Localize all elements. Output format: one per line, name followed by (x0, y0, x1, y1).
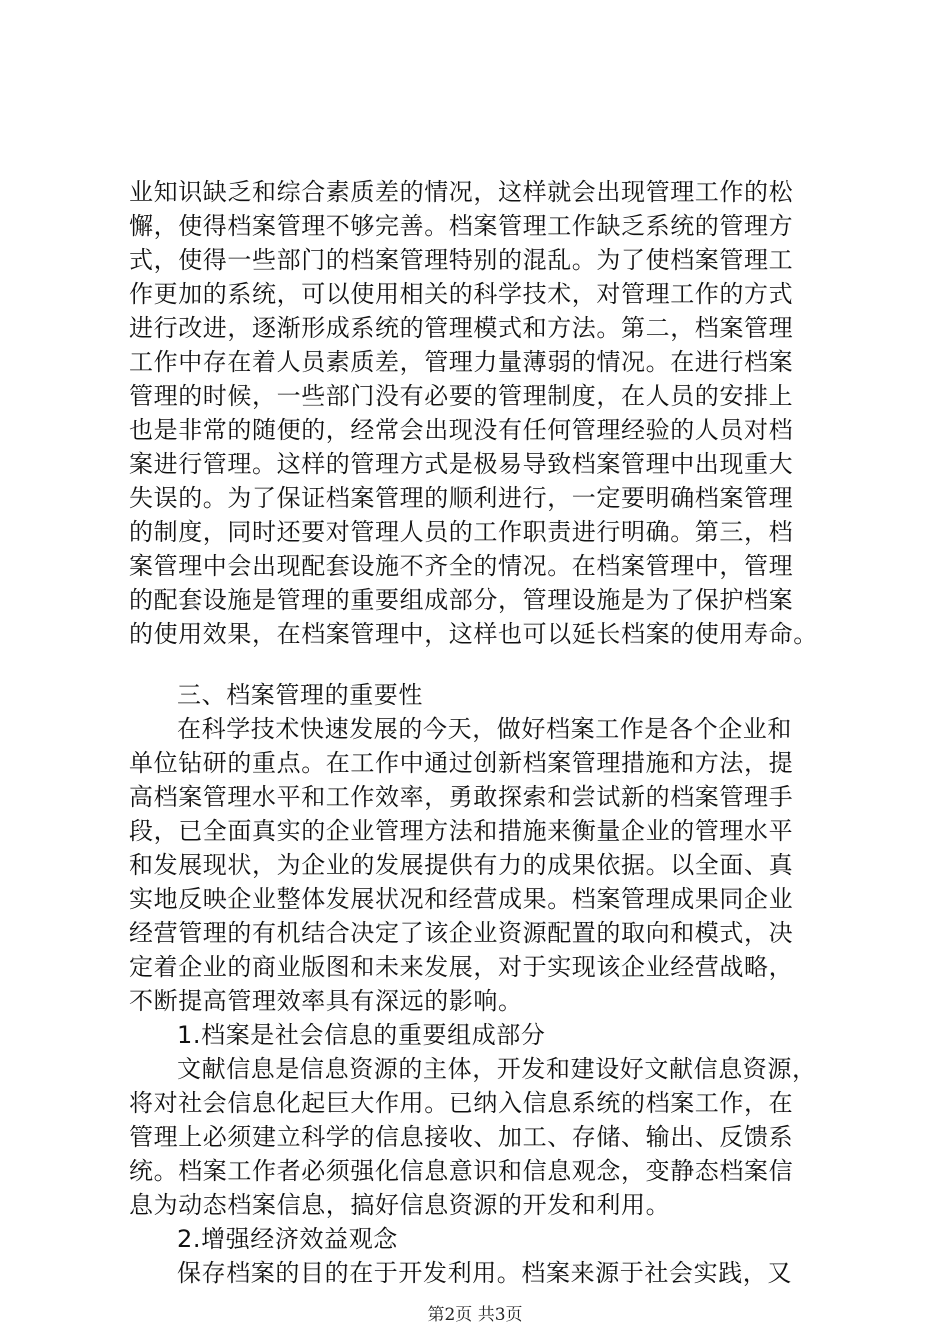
paragraph-line: 经营管理的有机结合决定了该企业资源配置的取向和模式，决 (129, 919, 794, 947)
paragraph-line: 高档案管理水平和工作效率，勇敢探索和尝试新的档案管理手 (129, 783, 794, 811)
subsection-number: 1. (177, 1021, 202, 1049)
paragraph-line: 段，已全面真实的企业管理方法和措施来衡量企业的管理水平 (129, 817, 794, 845)
paragraph-line: 息为动态档案信息，搞好信息资源的开发和利用。 (129, 1191, 671, 1219)
paragraph-line: 也是非常的随便的，经常会出现没有任何管理经验的人员对档 (129, 416, 794, 444)
paragraph-line: 的配套设施是管理的重要组成部分，管理设施是为了保护档案 (129, 586, 794, 614)
paragraph-line: 将对社会信息化起巨大作用。已纳入信息系统的档案工作，在 (129, 1089, 794, 1117)
paragraph-line: 懈，使得档案管理不够完善。档案管理工作缺乏系统的管理方 (129, 212, 794, 240)
paragraph-line: 单位钻研的重点。在工作中通过创新档案管理措施和方法，提 (129, 749, 794, 777)
paragraph-line: 统。档案工作者必须强化信息意识和信息观念，变静态档案信 (129, 1157, 794, 1185)
section-heading: 三、档案管理的重要性 (177, 681, 423, 709)
paragraph-line: 不断提高管理效率具有深远的影响。 (129, 987, 523, 1015)
paragraph-line: 的使用效果，在档案管理中，这样也可以延长档案的使用寿命。 (129, 620, 818, 648)
page-footer: 第2页 共3页 (427, 1305, 523, 1325)
subsection-heading-2 (177, 1222, 398, 1256)
paragraph-line: 保存档案的目的在于开发利用。档案来源于社会实践，又 (177, 1259, 792, 1287)
paragraph-line: 业知识缺乏和综合素质差的情况，这样就会出现管理工作的松 (129, 178, 794, 206)
subsection-heading-1 (177, 1018, 546, 1052)
paragraph-line: 在科学技术快速发展的今天，做好档案工作是各个企业和 (177, 715, 792, 743)
paragraph-line: 式，使得一些部门的档案管理特别的混乱。为了使档案管理工 (129, 246, 794, 274)
paragraph-line: 作更加的系统，可以使用相关的科学技术，对管理工作的方式 (129, 280, 794, 308)
subsection-title: 档案是社会信息的重要组成部分 (201, 1021, 546, 1049)
paragraph-line: 文献信息是信息资源的主体，开发和建设好文献信息资源， (177, 1055, 817, 1083)
paragraph-line: 案管理中会出现配套设施不齐全的情况。在档案管理中，管理 (129, 552, 794, 580)
paragraph-line: 实地反映企业整体发展状况和经营成果。档案管理成果同企业 (129, 885, 794, 913)
paragraph-line: 的制度，同时还要对管理人员的工作职责进行明确。第三，档 (129, 518, 794, 546)
subsection-title: 增强经济效益观念 (201, 1225, 398, 1253)
paragraph-line: 失误的。为了保证档案管理的顺利进行，一定要明确档案管理 (129, 484, 794, 512)
subsection-number: 2. (177, 1225, 202, 1253)
paragraph-line: 工作中存在着人员素质差，管理力量薄弱的情况。在进行档案 (129, 348, 794, 376)
paragraph-line: 管理的时候，一些部门没有必要的管理制度，在人员的安排上 (129, 382, 794, 410)
paragraph-line: 案进行管理。这样的管理方式是极易导致档案管理中出现重大 (129, 450, 794, 478)
paragraph-line: 定着企业的商业版图和未来发展，对于实现该企业经营战略， (129, 953, 794, 981)
paragraph-line: 管理上必须建立科学的信息接收、加工、存储、输出、反馈系 (129, 1123, 794, 1151)
paragraph-line: 进行改进，逐渐形成系统的管理模式和方法。第二，档案管理 (129, 314, 794, 342)
paragraph-line: 和发展现状，为企业的发展提供有力的成果依据。以全面、真 (129, 851, 794, 879)
